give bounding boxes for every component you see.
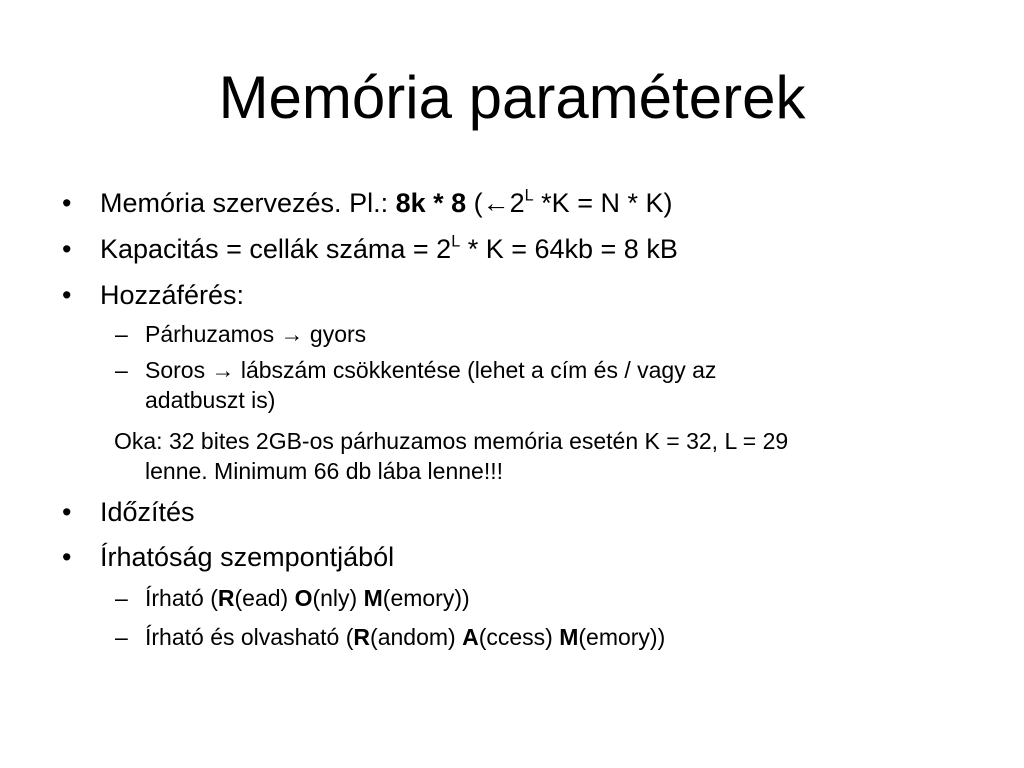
text: *K = N * K) — [533, 188, 673, 218]
dash-marker: – — [115, 321, 128, 347]
bullet-marker: • — [62, 497, 72, 527]
bold-letter: A — [462, 624, 479, 650]
slide-title: Memória paraméterek — [218, 64, 806, 131]
sub-serial-line1: Soros → lábszám csökkentése (lehet a cím és / vagy az — [145, 357, 717, 383]
superscript: L — [451, 232, 461, 251]
text: Írható és olvasható ( — [145, 624, 354, 650]
sub-rom — [145, 584, 470, 613]
sub-serial-line2: adatbuszt is) — [145, 387, 276, 413]
sub-parallel: Párhuzamos → gyors — [145, 321, 367, 347]
dash-marker: – — [115, 357, 128, 383]
bullet-marker: • — [62, 188, 72, 218]
superscript: L — [524, 186, 534, 205]
sub-ram — [145, 623, 665, 652]
text: (andom) — [370, 624, 463, 650]
text: (nly) — [312, 585, 364, 611]
bold-letter: M — [363, 585, 383, 611]
text: (emory)) — [578, 624, 666, 650]
reason-line2: lenne. Minimum 66 db lába lenne!!! — [145, 458, 503, 484]
bullet-timing: Időzítés — [100, 497, 195, 527]
bullet-marker: • — [62, 542, 72, 572]
bullet-marker: • — [62, 280, 72, 310]
text: Kapacitás = cellák száma = 2 — [100, 234, 452, 264]
dash-marker: – — [115, 585, 128, 611]
text: * K = 64kb = 8 kB — [460, 234, 678, 264]
text: (emory)) — [382, 585, 470, 611]
bold-text: 8k * 8 — [395, 188, 467, 218]
reason-line1: Oka: 32 bites 2GB-os párhuzamos memória esetén K = 32, L = 29 — [114, 428, 789, 454]
bullet-marker: • — [62, 234, 72, 264]
text: Írható ( — [145, 585, 218, 611]
text: (ccess) — [478, 624, 560, 650]
bullet-writability: Írhatóság szempontjából — [100, 542, 395, 572]
text: (ead) — [234, 585, 295, 611]
bold-letter: M — [559, 624, 579, 650]
bold-letter: R — [353, 624, 371, 650]
dash-marker: – — [115, 624, 128, 650]
bullet-access: Hozzáférés: — [100, 280, 245, 310]
bold-letter: O — [294, 585, 313, 611]
bold-letter: R — [217, 585, 235, 611]
bullet-capacity — [100, 232, 678, 266]
text: Memória szervezés. Pl.: — [100, 188, 396, 218]
bullet-memory-organization — [100, 186, 672, 220]
text: (←2 — [466, 188, 525, 218]
